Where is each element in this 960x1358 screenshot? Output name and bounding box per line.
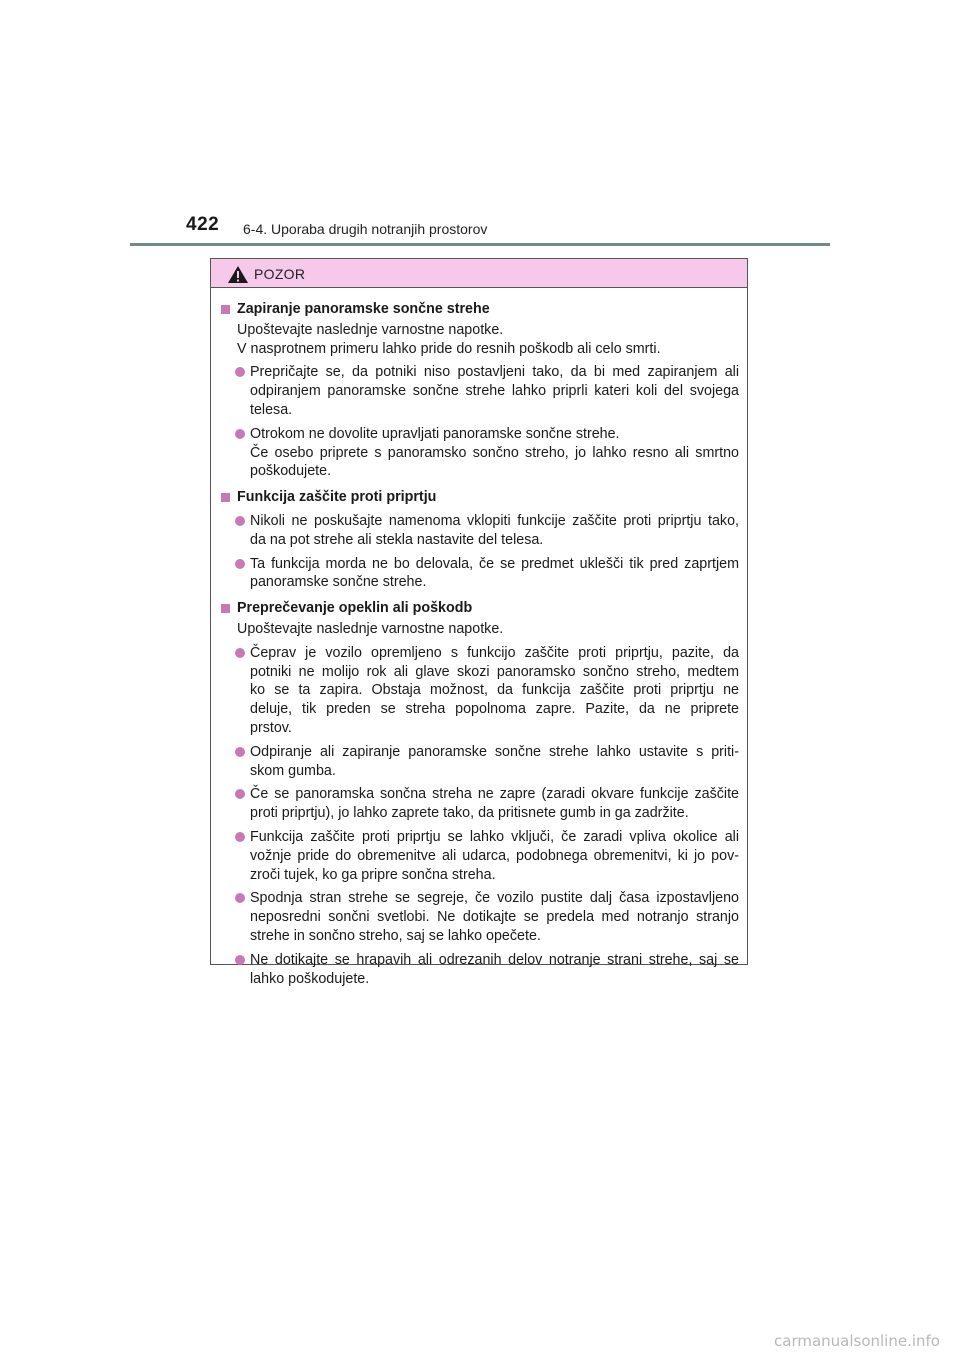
caution-body [211, 288, 747, 988]
bullet-text-line: vožnje pride do obremenitve ali udarca, podobnega obremenitvi, ki jo pov- [250, 847, 739, 864]
square-bullet-icon [221, 305, 230, 314]
bullet-text-line: proti priprtju), jo lahko zaprete tako, da pritisnete gumb in ga zadržite. [250, 805, 689, 822]
square-bullet-icon [221, 604, 230, 613]
bullet-text-line: Ta funkcija morda ne bo delovala, če se predmet uklešči tik pred zaprtjem [250, 555, 739, 572]
bullet-item [219, 425, 739, 481]
section-heading [219, 300, 739, 319]
round-bullet-icon [235, 893, 245, 903]
round-bullet-icon [235, 648, 245, 658]
bullet-text-line: panoramske sončne strehe. [250, 574, 427, 591]
bullet-text-line: da na pot strehe ali stekla nastavite del telesa. [250, 531, 544, 548]
section-title: 6-4. Uporaba drugih notranjih prostorov [243, 221, 488, 237]
bullet-text-line: Otrokom ne dovolite upravljati panoramske sončne strehe. [250, 425, 620, 442]
bullet-item [219, 363, 739, 419]
header-rule [130, 243, 830, 246]
warning-triangle-icon [227, 265, 249, 284]
bullet-text-line: Nikoli ne poskušajte namenoma vklopiti funkcije zaščite proti priprtju tako, [250, 512, 739, 529]
bullet-text-line: Ne dotikajte se hrapavih ali odrezanih delov notranje strani strehe, saj se [250, 951, 739, 968]
page-number: 422 [186, 214, 220, 235]
section-heading-text: Preprečevanje opeklin ali poškodb [237, 600, 473, 617]
caution-title: POZOR [254, 266, 306, 282]
bullet-text-line: Če osebo priprete s panoramsko sončno streho, jo lahko resno ali smrtno [250, 444, 739, 461]
footer-watermark: carmanualsonline.info [774, 1332, 940, 1350]
caution-section [219, 300, 739, 481]
round-bullet-icon [235, 516, 245, 526]
caution-section [219, 599, 739, 988]
bullet-item [219, 828, 739, 884]
section-heading [219, 599, 739, 618]
bullet-text-line: telesa. [250, 401, 293, 418]
bullet-text-line: deluje, tik preden se streha popolnoma zapre. Pazite, da ne priprete [250, 701, 739, 718]
bullet-item [219, 889, 739, 945]
caution-box [210, 258, 748, 987]
section-intro: V nasprotnem primeru lahko pride do resnih poškodb ali celo smrti. [237, 340, 661, 357]
bullet-text-line: skom gumba. [250, 762, 336, 779]
section-intro: Upoštevajte naslednje varnostne napotke. [237, 321, 504, 338]
bullet-text-line: poškodujete. [250, 463, 332, 480]
caution-section [219, 488, 739, 592]
bullet-text-line: Če se panoramska sončna streha ne zapre (zaradi okvare funkcije zaščite [250, 786, 739, 803]
bullet-item [219, 785, 739, 823]
round-bullet-icon [235, 955, 245, 965]
bullet-item [219, 512, 739, 550]
section-heading [219, 488, 739, 507]
square-bullet-icon [221, 493, 230, 502]
bullet-text-line: Prepričajte se, da potniki niso postavljeni tako, da bi med zapiranjem ali [250, 364, 739, 381]
bullet-item [219, 743, 739, 781]
round-bullet-icon [235, 429, 245, 439]
round-bullet-icon [235, 367, 245, 377]
bullet-item [219, 555, 739, 593]
bullet-text-line: neposredni sončni svetlobi. Ne dotikajte se predela med notranjo stranjo [250, 909, 739, 926]
bullet-text-line: prstov. [250, 719, 292, 736]
section-intro: Upoštevajte naslednje varnostne napotke. [237, 620, 504, 637]
bullet-text-line: Čeprav je vozilo opremljeno s funkcijo zaščite proti priprtju, pazite, da [250, 644, 739, 661]
caution-header [211, 259, 747, 288]
section-heading-text: Funkcija zaščite proti priprtju [237, 489, 437, 506]
bullet-text-line: Spodnja stran strehe se segreje, če vozilo pustite dalj časa izpostavljeno [250, 890, 739, 907]
bullet-text-line: potniki ne molijo rok ali glave skozi panoramsko sončno streho, medtem [250, 663, 739, 680]
round-bullet-icon [235, 832, 245, 842]
section-heading-text: Zapiranje panoramske sončne strehe [237, 301, 490, 317]
bullet-text-line: ko se ta zapira. Obstaja možnost, da funkcija zaščite proti priprtju ne [250, 682, 739, 699]
round-bullet-icon [235, 559, 245, 569]
bullet-text-line: Funkcija zaščite proti priprtju se lahko vključi, če zaradi vpliva okolice ali [250, 828, 739, 845]
bullet-item [219, 951, 739, 989]
bullet-text-line: odpiranjem panoramske sončne strehe lahko priprli kateri koli del svojega [250, 383, 739, 400]
bullet-item [219, 644, 739, 738]
bullet-text-line: zroči tujek, ko ga pripre sončna streha. [250, 866, 496, 883]
round-bullet-icon [235, 747, 245, 757]
bullet-text-line: strehe in sončno streho, saj se lahko opečete. [250, 927, 541, 944]
round-bullet-icon [235, 789, 245, 799]
bullet-text-line: Odpiranje ali zapiranje panoramske sončne strehe lahko ustavite s priti- [250, 743, 739, 760]
bullet-text-line: lahko poškodujete. [250, 970, 370, 987]
